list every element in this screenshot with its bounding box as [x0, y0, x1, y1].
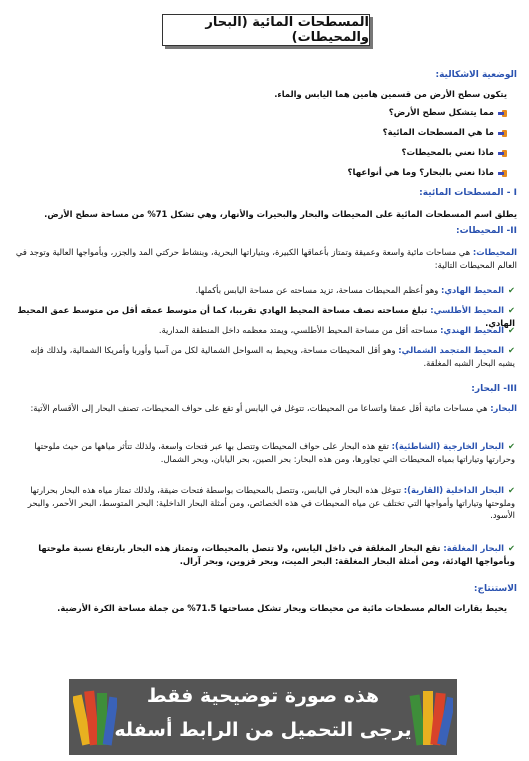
question-item: ماذا نعني بالمحيطات؟	[401, 148, 507, 158]
question-item: ما هي المسطحات المائية؟	[383, 128, 507, 138]
question-item: مما يتشكل سطح الأرض؟	[389, 108, 507, 118]
ocean-item: ✔المحيط المتجمد الشمالي: وهو أقل المحيطات مساحة، ويحيط به السواحل الشمالية لكل من آسيا وأوربا وأمريكا الشمالية، ولذلك فإنه يشبه البحار الشبه المغلقة.	[30, 345, 515, 368]
watermark-banner	[69, 679, 457, 755]
book-icon	[498, 109, 507, 118]
check-icon: ✔	[507, 441, 515, 451]
check-icon: ✔	[507, 325, 515, 335]
question-item: ماذا نعني بالبحار؟ وما هي أنواعها؟	[348, 168, 508, 178]
banner-line-1: هذه صورة توضيحية فقط	[146, 685, 380, 707]
sea-item: ✔البحار الخارجية (الشاطئية): تقع هذه البحار على حواف المحيطات وتتصل بها عبر فتحات واسعة، ولذلك تتأثر مياهها من حيث ملوحتها وحرارتها وتياراتها بمياه المحيطات التي تجاورها، ومن هذه البحار: بحر الصين، بحر اليابان، وبحر الشمال.	[34, 441, 515, 464]
conclusion-text: يحيط بقارات العالم مسطحات مائية من محيطات وبحار تشكل مساحتها 71.5% من جملة مساحة الكرة الأرضية.	[57, 603, 507, 613]
check-icon: ✔	[507, 345, 515, 355]
page-title: المسطحات المائية (البحار والمحيطات)	[162, 14, 370, 46]
oceans-definition: المحيطات: هي مساحات مائية واسعة وعميقة وتمتاز بأعماقها الكبيرة، وبتياراتها البحرية، وبنشاط حركتي المد والجزر، وبأمواجها العالية وتوجد في العالم المحيطات التالية:	[15, 247, 517, 270]
seas-definition: البحار: هي مساحات مائية أقل عمقا واتساعا من المحيطات، تتوغل في اليابس أو تقع على حواف المحيطات، تصنف البحار إلى الأقسام الآتية:	[30, 403, 517, 413]
situation-text: يتكون سطح الأرض من قسمين هامين هما اليابس والماء.	[274, 89, 507, 99]
section-3-heading: III- البحار:	[471, 384, 517, 394]
check-icon: ✔	[507, 543, 515, 553]
sea-item: ✔البحار الداخلية (القارية): تتوغل هذه البحار في اليابس، وتتصل بالمحيطات بواسطة فتحات ضيقة، ولذلك تمتاز مياه هذه البحار بحرارتها وملوحتها وتياراتها وأمواجها التي تختلف عن مياه المحيطات في هذه الخصائص، ومن أمثلة البحار الداخلية: البحر المتوسط، البحر الأحمر، والبحر الأسود.	[27, 485, 515, 520]
conclusion-heading: الاستنتاج:	[473, 584, 517, 594]
section-1-heading: I - المسطحات المائية:	[419, 188, 517, 198]
section-1-text: يطلق اسم المسطحات المائية على المحيطات والبحار والبحيرات والأنهار، وهي تشكل 71% من مساحة سطح الأرض.	[44, 209, 517, 219]
check-icon: ✔	[507, 485, 515, 495]
banner-line-2: يرجى التحميل من الرابط أسفله	[114, 719, 412, 741]
ocean-item: ✔المحيط الأطلسي: تبلغ مساحته نصف مساحة المحيط الهادي تقريبا، كما أن متوسط عمقه أقل من متوسط عمق المحيط الهادي.	[17, 305, 515, 328]
book-icon	[498, 169, 507, 178]
sea-item: ✔البحار المغلقة: تقع البحار المغلقة في داخل اليابس، ولا تتصل بالمحيطات، وتمتاز هذه البحار بارتفاع نسبة ملوحتها وبأمواجها الهادئة، ومن أمثلة البحار المغلقة: البحر الميت، وبحر قزوين، وبحر آرال.	[38, 543, 515, 566]
book-icon	[498, 149, 507, 158]
check-icon: ✔	[507, 285, 515, 295]
check-icon: ✔	[507, 305, 515, 315]
section-2-heading: II- المحيطات:	[455, 226, 517, 236]
situation-heading: الوضعية الاشكالية:	[435, 70, 517, 80]
book-icon	[498, 129, 507, 138]
ocean-item: ✔المحيط الهادي: وهو أعظم المحيطات مساحة، تزيد مساحته عن مساحة اليابس بأكملها.	[195, 285, 515, 295]
ocean-item: ✔المحيط الهندي: مساحته أقل من مساحة المحيط الأطلسي، ويمتد معظمه داخل المنطقة المدارية.	[158, 325, 515, 335]
